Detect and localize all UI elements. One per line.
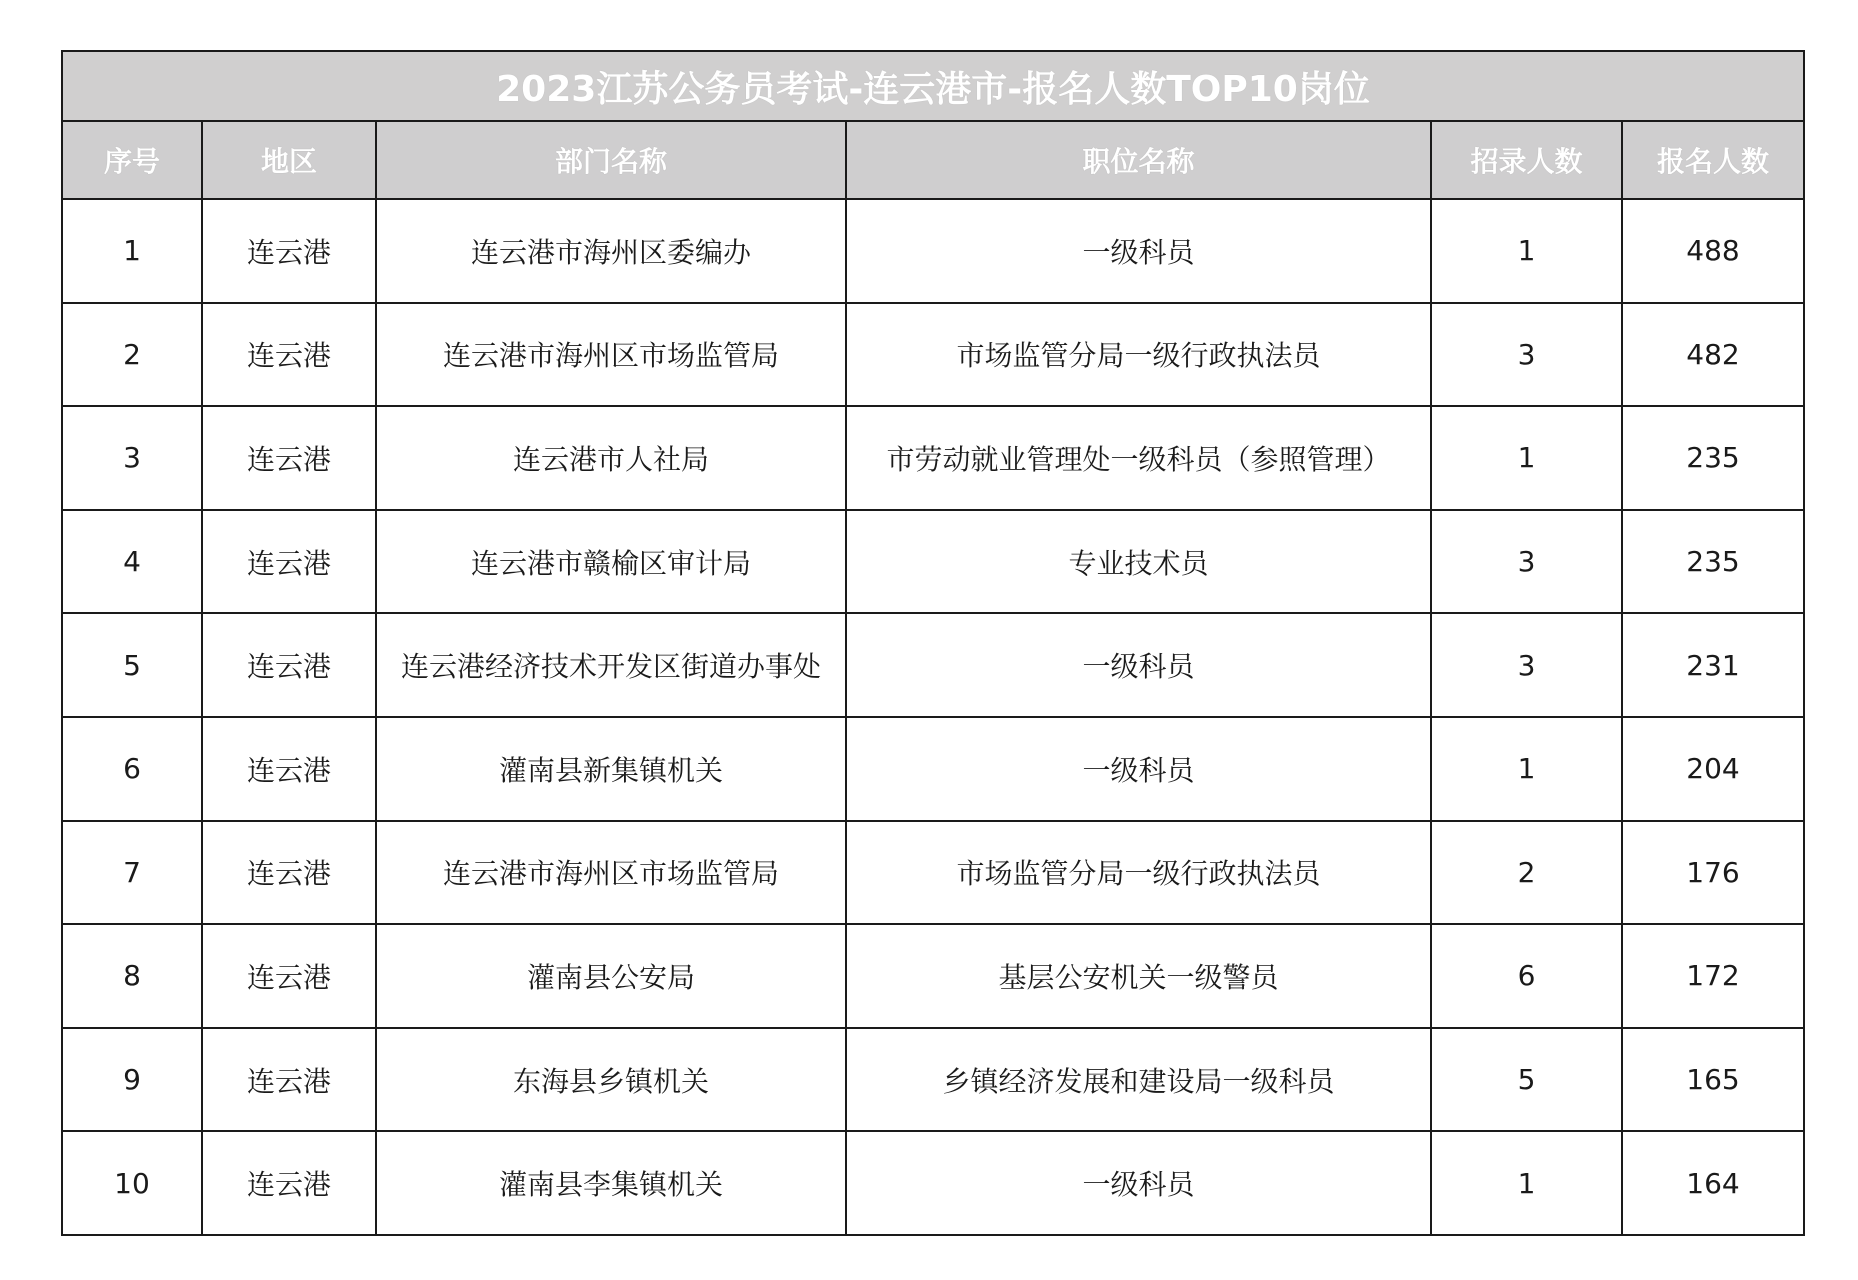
cell-applicant-count: 235 [1622, 510, 1803, 614]
cell-region: 连云港 [202, 199, 376, 303]
table-row [63, 613, 1803, 717]
cell-department: 连云港经济技术开发区街道办事处 [376, 613, 846, 717]
table-row [63, 821, 1803, 925]
cell-position: 市劳动就业管理处一级科员（参照管理） [846, 406, 1431, 510]
table-row [63, 199, 1803, 303]
cell-index: 7 [63, 821, 202, 925]
cell-applicant-count: 235 [1622, 406, 1803, 510]
cell-hire-count: 3 [1431, 510, 1622, 614]
cell-region: 连云港 [202, 924, 376, 1028]
cell-department: 连云港市海州区委编办 [376, 199, 846, 303]
cell-hire-count: 5 [1431, 1028, 1622, 1132]
cell-department: 连云港市人社局 [376, 406, 846, 510]
cell-hire-count: 1 [1431, 406, 1622, 510]
cell-index: 6 [63, 717, 202, 821]
table-row [63, 924, 1803, 1028]
table-title: 2023江苏公务员考试-连云港市-报名人数TOP10岗位 [496, 68, 1370, 110]
table-title-bar [63, 52, 1803, 122]
cell-applicant-count: 204 [1622, 717, 1803, 821]
cell-department: 连云港市海州区市场监管局 [376, 821, 846, 925]
cell-index: 8 [63, 924, 202, 1028]
table-body [63, 199, 1803, 1234]
cell-department: 灌南县李集镇机关 [376, 1131, 846, 1234]
cell-position: 一级科员 [846, 717, 1431, 821]
cell-index: 9 [63, 1028, 202, 1132]
cell-position: 市场监管分局一级行政执法员 [846, 303, 1431, 407]
cell-department: 东海县乡镇机关 [376, 1028, 846, 1132]
cell-hire-count: 1 [1431, 1131, 1622, 1234]
cell-index: 2 [63, 303, 202, 407]
column-header-position: 职位名称 [846, 122, 1431, 199]
cell-position: 一级科员 [846, 613, 1431, 717]
cell-applicant-count: 165 [1622, 1028, 1803, 1132]
cell-applicant-count: 482 [1622, 303, 1803, 407]
cell-hire-count: 6 [1431, 924, 1622, 1028]
cell-position: 基层公安机关一级警员 [846, 924, 1431, 1028]
table-row [63, 510, 1803, 614]
cell-region: 连云港 [202, 1028, 376, 1132]
cell-applicant-count: 231 [1622, 613, 1803, 717]
cell-department: 连云港市海州区市场监管局 [376, 303, 846, 407]
cell-department: 灌南县新集镇机关 [376, 717, 846, 821]
table-row [63, 406, 1803, 510]
cell-applicant-count: 164 [1622, 1131, 1803, 1234]
cell-position: 专业技术员 [846, 510, 1431, 614]
cell-applicant-count: 176 [1622, 821, 1803, 925]
ranking-table-sheet [61, 50, 1805, 1236]
column-header-index: 序号 [63, 122, 202, 199]
cell-index: 1 [63, 199, 202, 303]
table-row [63, 1028, 1803, 1132]
cell-hire-count: 3 [1431, 303, 1622, 407]
cell-region: 连云港 [202, 717, 376, 821]
cell-region: 连云港 [202, 510, 376, 614]
cell-hire-count: 3 [1431, 613, 1622, 717]
cell-applicant-count: 172 [1622, 924, 1803, 1028]
cell-hire-count: 1 [1431, 717, 1622, 821]
column-header-applicant-count: 报名人数 [1622, 122, 1803, 199]
cell-position: 市场监管分局一级行政执法员 [846, 821, 1431, 925]
cell-position: 乡镇经济发展和建设局一级科员 [846, 1028, 1431, 1132]
cell-index: 5 [63, 613, 202, 717]
cell-department: 连云港市赣榆区审计局 [376, 510, 846, 614]
cell-hire-count: 2 [1431, 821, 1622, 925]
column-header-region: 地区 [202, 122, 376, 199]
cell-region: 连云港 [202, 821, 376, 925]
column-header-department: 部门名称 [376, 122, 846, 199]
table-row [63, 303, 1803, 407]
cell-region: 连云港 [202, 303, 376, 407]
cell-region: 连云港 [202, 406, 376, 510]
cell-department: 灌南县公安局 [376, 924, 846, 1028]
cell-hire-count: 1 [1431, 199, 1622, 303]
cell-index: 4 [63, 510, 202, 614]
cell-index: 10 [63, 1131, 202, 1234]
cell-region: 连云港 [202, 1131, 376, 1234]
cell-region: 连云港 [202, 613, 376, 717]
cell-position: 一级科员 [846, 1131, 1431, 1234]
ranking-table [63, 122, 1803, 1234]
table-row [63, 717, 1803, 821]
column-header-hire-count: 招录人数 [1431, 122, 1622, 199]
cell-index: 3 [63, 406, 202, 510]
cell-applicant-count: 488 [1622, 199, 1803, 303]
cell-position: 一级科员 [846, 199, 1431, 303]
table-row [63, 1131, 1803, 1234]
header-row [63, 122, 1803, 199]
